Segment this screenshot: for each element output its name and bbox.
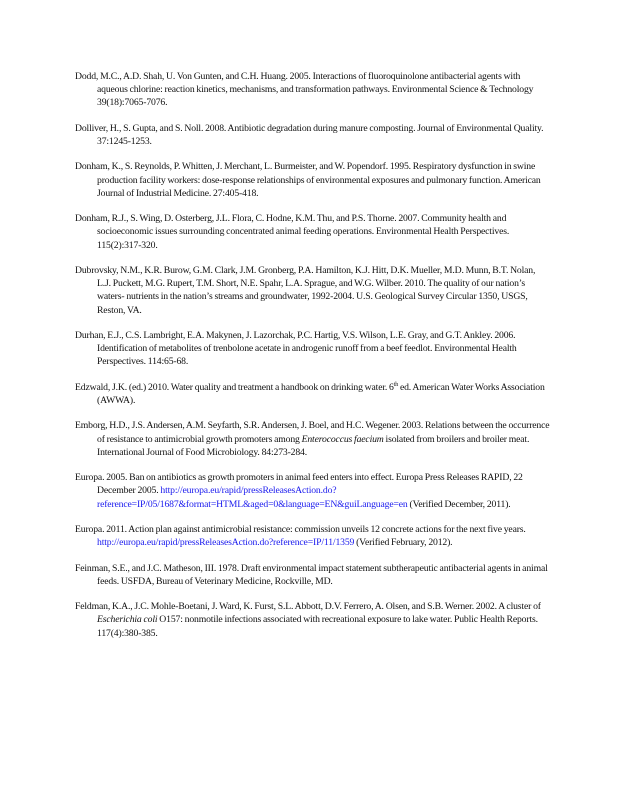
reference-text: Donham, K., S. Reynolds, P. Whitten, J. Merchant, L. Burmeister, and W. Popendorf. 1995. Respiratory dysfunction in swine production facility workers: dose-response relationships of environmental exposures and pulmonary function. American Journal of Industrial Medicine. 27:405-418. bbox=[75, 161, 541, 199]
reference-text-start: Europa. 2005. Ban on antibiotics as growth promoters in animal feed enters into effect. Europa Press Releases RAPID, 22 December 2005. bbox=[75, 472, 523, 497]
reference-entry-durhan bbox=[75, 329, 550, 369]
superscript-text: th bbox=[393, 381, 399, 388]
reference-entry-europa-2005 bbox=[75, 471, 550, 511]
reference-text-end: (Verified December, 2011). bbox=[407, 498, 511, 510]
species-name: Enterococcus faecium bbox=[301, 433, 384, 445]
reference-link[interactable]: http://europa.eu/rapid/pressReleasesAction.do?reference=IP/05/1687&format=HTML&aged=0&language=EN&guiLanguage=en bbox=[97, 485, 408, 510]
reference-entry-feinman bbox=[75, 562, 550, 588]
reference-text: Dodd, M.C., A.D. Shah, U. Von Gunten, and C.H. Huang. 2005. Interactions of fluoroquinolone antibacterial agents with aqueous chlorine: reaction kinetics, mechanisms, and transformation pathways. Environmental Science & Technology 39(18):7065-7076. bbox=[75, 71, 534, 109]
reference-entry-dubrovsky bbox=[75, 264, 550, 317]
reference-link[interactable]: http://europa.eu/rapid/pressReleasesAction.do?reference=IP/11/1359 bbox=[97, 537, 355, 549]
reference-text: Feinman, S.E., and J.C. Matheson, III. 1978. Draft environmental impact statement subtherapeutic antibacterial agents in animal feeds. USFDA, Bureau of Veterinary Medicine, Rockville, MD. bbox=[75, 562, 548, 587]
reference-text-start: Edzwald, J.K. (ed.) 2010. Water quality and treatment a handbook on drinking water. 6 bbox=[75, 381, 394, 393]
species-name: Escherichia coli bbox=[97, 614, 158, 626]
reference-text-end: ed. American Water Works Association (AWWA). bbox=[97, 381, 545, 406]
reference-text-end: O157: nonmotile infections associated with recreational exposure to lake water. Public Health Reports. 117(4):380-385. bbox=[97, 614, 538, 639]
reference-entry-europa-2011 bbox=[75, 523, 550, 549]
reference-text-start: Europa. 2011. Action plan against antimicrobial resistance: commission unveils 12 concrete actions for the next five years. bbox=[75, 523, 526, 535]
reference-entry-dodd bbox=[75, 70, 550, 110]
reference-text: Donham, R.J., S. Wing, D. Osterberg, J.L. Flora, C. Hodne, K.M. Thu, and P.S. Thorne. 2007. Community health and socioeconomic issues surrounding concentrated animal feeding operations. Environmental Health Perspectives. 115(2):317-320. bbox=[75, 213, 510, 251]
reference-entry-edzwald bbox=[75, 381, 550, 407]
reference-entry-dolliver bbox=[75, 122, 550, 148]
reference-text-end: isolated from broilers and broiler meat. International Journal of Food Microbiology. 84:273-284. bbox=[97, 433, 530, 458]
reference-text-start: Feldman, K.A., J.C. Mohle-Boetani, J. Ward, K. Furst, S.L. Abbott, D.V. Ferrero, A. Olsen, and S.B. Werner. 2002. A cluster of bbox=[75, 601, 541, 613]
reference-text: Dolliver, H., S. Gupta, and S. Noll. 2008. Antibiotic degradation during manure composting. Journal of Environmental Quality. 37:1245-1253. bbox=[75, 122, 544, 147]
reference-list bbox=[75, 70, 550, 652]
reference-entry-feldman bbox=[75, 600, 550, 640]
reference-text-end: (Verified February, 2012). bbox=[354, 537, 453, 549]
reference-entry-donham-1995 bbox=[75, 160, 550, 200]
reference-text: Durhan, E.J., C.S. Lambright, E.A. Makynen, J. Lazorchak, P.C. Hartig, V.S. Wilson, L.E. Gray, and G.T. Ankley. 2006. Identification of metabolites of trenbolone acetate in androgenic runoff from a beef feedlot. Environmental Health Perspectives. 114:65-68. bbox=[75, 329, 517, 368]
reference-text-start: Emborg, H.D., J.S. Andersen, A.M. Seyfarth, S.R. Andersen, J. Boel, and H.C. Wegener. 2003. Relations between the occurrence of resistance to antimicrobial growth promoters among bbox=[75, 420, 550, 445]
reference-entry-emborg bbox=[75, 419, 550, 459]
reference-text: Dubrovsky, N.M., K.R. Burow, G.M. Clark, J.M. Gronberg, P.A. Hamilton, K.J. Hitt, D.K. Mueller, M.D. Munn, B.T. Nolan, L.J. Puckett, M.G. Rupert, T.M. Short, N.E. Spahr, L.A. Sprague, and W.G. Wilber. 2010. The quality of our nation’s waters- nutrients in the nation’s streams and groundwater, 1992-2004. U.S. Geological Survey Circular 1350, USGS, Reston, VA. bbox=[75, 264, 536, 316]
reference-entry-donham-2007 bbox=[75, 212, 550, 252]
